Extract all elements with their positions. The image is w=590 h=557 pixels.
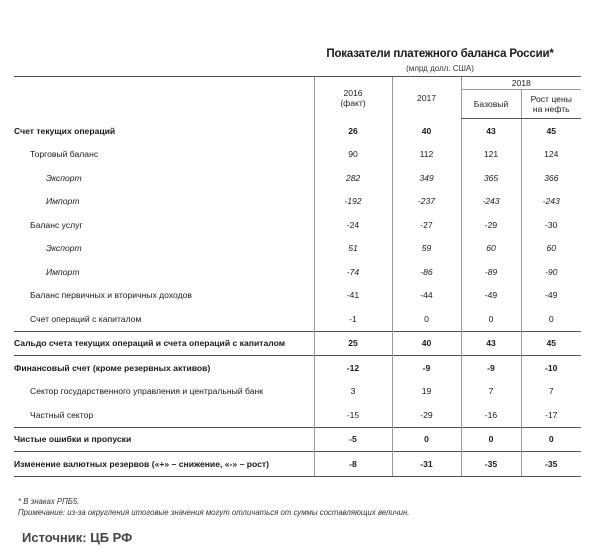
cell-2018-oil: 60 (521, 237, 581, 261)
cell-2017: -44 (392, 284, 461, 308)
row-label: Счет операций с капиталом (30, 313, 142, 324)
header-2018: 2018 (461, 77, 581, 90)
cell-2017: -9 (392, 356, 461, 380)
cell-2018-oil: -17 (521, 403, 581, 427)
cell-2018-oil: 45 (521, 119, 581, 143)
row-label: Торговый баланс (30, 149, 99, 160)
cell-2016: 3 (314, 380, 392, 404)
row-label: Сальдо счета текущих операций и счета операций с капиталом (14, 331, 314, 356)
cell-2016: -12 (314, 356, 392, 380)
cell-2016: 282 (314, 166, 392, 190)
header-oil-line1: Рост цены (530, 94, 572, 104)
row-label: Импорт (46, 266, 80, 277)
cell-2018-base: -9 (461, 356, 521, 380)
header-base-scenario: Базовый (461, 90, 521, 119)
cell-2018-oil: 366 (521, 166, 581, 190)
row-label: Экспорт (46, 172, 82, 183)
footnote: * В знаках РПБ5. (18, 497, 80, 506)
cell-2018-base: 43 (461, 331, 521, 356)
table-row (14, 356, 581, 380)
table-row (14, 119, 581, 143)
cell-2017: 19 (392, 380, 461, 404)
cell-2017: 112 (392, 143, 461, 167)
cell-2018-oil: -35 (521, 452, 581, 477)
source-caption: Источник: ЦБ РФ (22, 530, 133, 545)
row-label: Импорт (46, 196, 80, 207)
cell-2016: -192 (314, 190, 392, 214)
cell-2018-oil: -49 (521, 284, 581, 308)
cell-2018-base: -35 (461, 452, 521, 477)
cell-2017: 0 (392, 307, 461, 331)
cell-2018-base: 60 (461, 237, 521, 261)
header-2016-year: 2016 (343, 87, 363, 98)
cell-2017: -237 (392, 190, 461, 214)
header-oil-scenario (521, 90, 581, 119)
cell-2018-oil: 45 (521, 331, 581, 356)
cell-2018-oil: -10 (521, 356, 581, 380)
cell-2018-base: -89 (461, 260, 521, 284)
cell-2018-oil: 0 (521, 307, 581, 331)
cell-2017: -86 (392, 260, 461, 284)
table-row (14, 427, 581, 452)
table-row (14, 380, 581, 404)
table-row (14, 452, 581, 477)
row-label: Частный сектор (30, 409, 94, 420)
row-label: Баланс услуг (30, 219, 83, 230)
table-row (14, 166, 581, 190)
cell-2016: 26 (314, 119, 392, 143)
row-label: Счет текущих операций (14, 125, 116, 136)
cell-2018-oil: 124 (521, 143, 581, 167)
cell-2017: -31 (392, 452, 461, 477)
table-row (14, 143, 581, 167)
header-2016 (314, 77, 392, 119)
cell-2018-base: -49 (461, 284, 521, 308)
table-row (14, 331, 581, 356)
table-title: Показатели платежного баланса России* (326, 48, 554, 60)
cell-2016: 90 (314, 143, 392, 167)
cell-2017: 0 (392, 427, 461, 452)
row-label: Чистые ошибки и пропуски (14, 427, 314, 452)
table-subtitle: (млрд долл. США) (406, 64, 474, 73)
cell-2017: 40 (392, 331, 461, 356)
cell-2017: -29 (392, 403, 461, 427)
cell-2018-base: -243 (461, 190, 521, 214)
cell-2018-base: 7 (461, 380, 521, 404)
cell-2016: -15 (314, 403, 392, 427)
cell-2017: 59 (392, 237, 461, 261)
cell-2016: -24 (314, 213, 392, 237)
header-blank (14, 77, 314, 119)
cell-2018-base: 121 (461, 143, 521, 167)
cell-2018-base: -16 (461, 403, 521, 427)
cell-2017: -27 (392, 213, 461, 237)
cell-2016: 51 (314, 237, 392, 261)
cell-2018-base: 43 (461, 119, 521, 143)
balance-of-payments-table (14, 76, 581, 477)
cell-2017: 349 (392, 166, 461, 190)
cell-2018-oil: -243 (521, 190, 581, 214)
row-label: Финансовый счет (кроме резервных активов) (14, 356, 314, 380)
row-label: Изменение валютных резервов («+» – снижение, «-» – рост) (14, 452, 314, 477)
cell-2018-base: 0 (461, 427, 521, 452)
cell-2018-oil: 0 (521, 427, 581, 452)
table-notes (18, 496, 409, 518)
table-row (14, 260, 581, 284)
table-row (14, 307, 581, 331)
cell-2017: 40 (392, 119, 461, 143)
header-oil-line2: на нефть (532, 104, 570, 114)
rounding-note: Примечание: из-за округления итоговые значения могут отличаться от суммы составляющих величин. (18, 508, 410, 517)
row-label: Сектор государственного управления и центральный банк (30, 386, 264, 397)
cell-2018-oil: -30 (521, 213, 581, 237)
cell-2018-oil: 7 (521, 380, 581, 404)
cell-2018-base: -29 (461, 213, 521, 237)
table-row (14, 403, 581, 427)
row-label: Экспорт (46, 243, 82, 254)
cell-2016: -5 (314, 427, 392, 452)
cell-2018-oil: -90 (521, 260, 581, 284)
table-row (14, 190, 581, 214)
cell-2016: -8 (314, 452, 392, 477)
table-row (14, 284, 581, 308)
header-2017: 2017 (392, 77, 461, 119)
table-row (14, 213, 581, 237)
row-label: Баланс первичных и вторичных доходов (30, 290, 193, 301)
table-row (14, 237, 581, 261)
cell-2016: -41 (314, 284, 392, 308)
cell-2018-base: 365 (461, 166, 521, 190)
cell-2016: -1 (314, 307, 392, 331)
cell-2016: -74 (314, 260, 392, 284)
header-2016-fact: (факт) (340, 97, 366, 108)
cell-2016: 25 (314, 331, 392, 356)
cell-2018-base: 0 (461, 307, 521, 331)
